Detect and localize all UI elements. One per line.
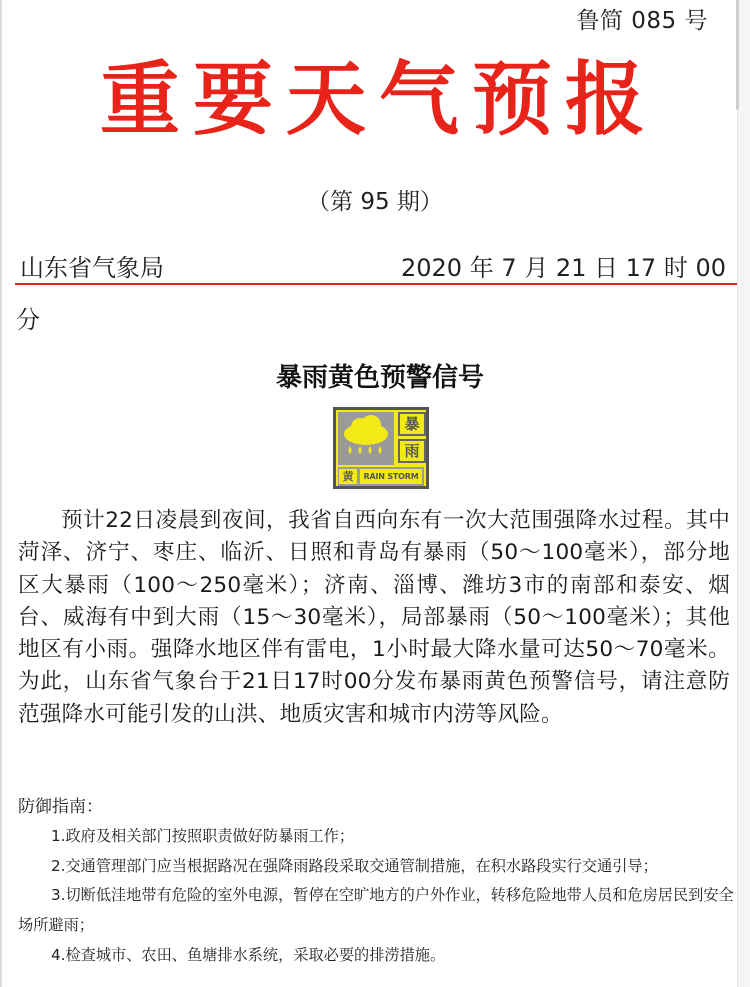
issuing-organization: 山东省气象局 xyxy=(20,254,164,282)
warning-title: 暴雨黄色预警信号 xyxy=(275,363,484,393)
rainstorm-yellow-signal-icon xyxy=(333,407,429,489)
viewer-right-margin xyxy=(737,0,750,987)
signal-char-top: 暴 xyxy=(398,412,426,436)
issue-date-tail: 分 xyxy=(16,306,40,334)
header-divider xyxy=(15,283,741,285)
issue-number: （第 95 期） xyxy=(307,189,443,215)
signal-char-mid: 雨 xyxy=(398,439,426,463)
guide-item: 2.交通管理部门应当根据路况在强降雨路段采取交通管制措施，在积水路段实行交通引导； xyxy=(51,856,658,875)
page-title: 重要天气预报 xyxy=(100,53,658,146)
forecast-paragraph: 预计22日凌晨到夜间，我省自西向东有一次大范围强降水过程。其中菏泽、济宁、枣庄、临沂、日照和青岛有暴雨（50～100毫米），部分地区大暴雨（100～250毫米）；济南、淄博、潍坊3市的南部和泰安、烟台、威海有中到大雨（15～30毫米），局部暴雨（50～100毫米）；其他地区有小雨。强降水地区伴有雷电，1小时最大降水量可达50～70毫米。为此，山东省气象台于21日17时00分发布暴雨黄色预警信号，请注意防范强降水可能引发的山洪、地质灾害和城市内涝等风险。 xyxy=(18,508,730,727)
forecast-body xyxy=(18,505,730,731)
cloud-rain-icon xyxy=(338,412,394,465)
doc-number: 鲁简 085 号 xyxy=(576,8,708,34)
scrollbar-thumb[interactable] xyxy=(736,0,739,110)
guide-item: 4.检查城市、农田、鱼塘排水系统，采取必要的排涝措施。 xyxy=(51,945,446,964)
issue-date: 2020 年 7 月 21 日 17 时 00 xyxy=(401,254,726,282)
guide-item: 3.切断低洼地带有危险的室外电源，暂停在空旷地方的户外作业，转移危险地带人员和危房居民到安全场所避雨； xyxy=(18,886,734,935)
guide-list xyxy=(18,822,738,971)
guide-item: 1.政府及相关部门按照职责做好防暴雨工作； xyxy=(51,827,355,845)
signal-char-bottom: 黄 xyxy=(339,469,357,484)
signal-label: RAIN STORM xyxy=(360,469,422,484)
guide-title: 防御指南： xyxy=(18,797,103,817)
